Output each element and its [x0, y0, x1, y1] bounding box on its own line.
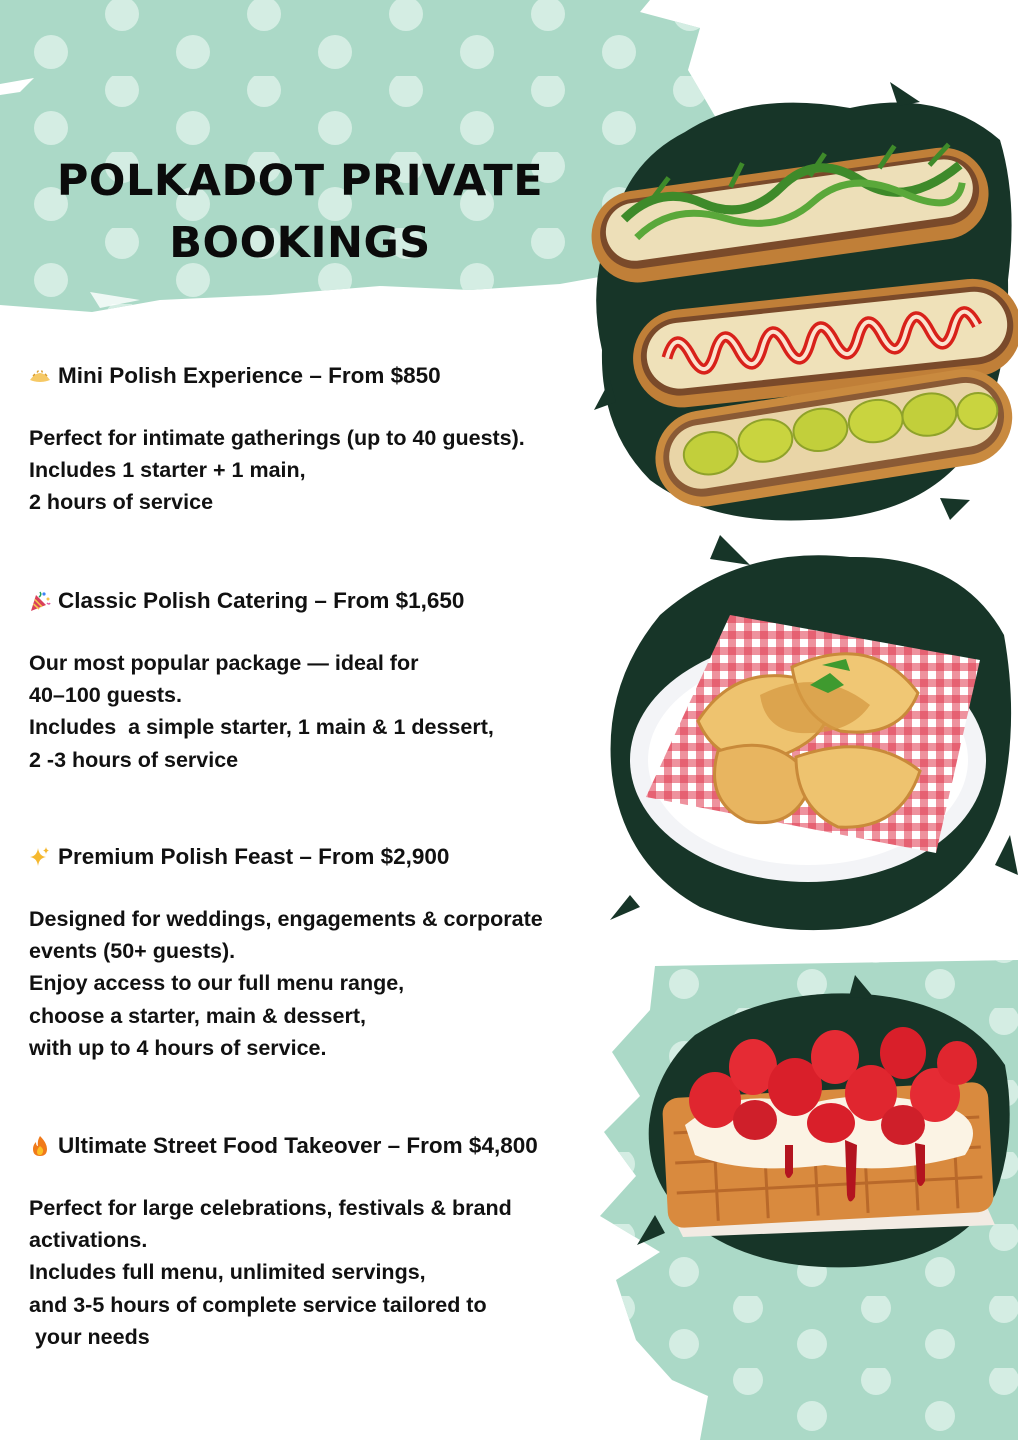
package-heading: Ultimate Street Food Takeover – From $4,800 [29, 1129, 619, 1163]
package-description: Perfect for intimate gatherings (up to 40 guests). Includes 1 starter + 1 main, 2 hours of service [29, 426, 525, 515]
package-premium-polish-feast [29, 840, 619, 1064]
package-ultimate-street-food-takeover [29, 1129, 619, 1353]
package-description: Our most popular package — ideal for 40–100 guests. Includes a simple starter, 1 main & 1 dessert, 2 -3 hours of service [29, 651, 494, 772]
party-popper-icon [29, 590, 51, 612]
title-line-1: POLKADOT PRIVATE [56, 156, 544, 206]
package-description: Designed for weddings, engagements & corporate events (50+ guests). Enjoy access to our full menu range, choose a starter, main & dessert, with up to 4 hours of service. [29, 907, 543, 1060]
pierogi-plate-photo [600, 535, 1018, 940]
fire-icon [29, 1135, 51, 1157]
sparkles-icon [29, 846, 51, 868]
dumpling-icon [29, 365, 51, 387]
title-line-2: BOOKINGS [169, 218, 431, 268]
package-heading: Premium Polish Feast – From $2,900 [29, 840, 619, 874]
package-description: Perfect for large celebrations, festivals & brand activations. Includes full menu, unlimited servings, and 3-5 hours of complete service tailored to your needs [29, 1196, 512, 1349]
package-heading: Classic Polish Catering – From $1,650 [29, 584, 619, 618]
zapiekanka-photo [590, 80, 1018, 525]
page-title [20, 150, 580, 274]
package-mini-polish-experience [29, 359, 619, 519]
strawberry-waffle-photo [635, 975, 1018, 1275]
package-heading: Mini Polish Experience – From $850 [29, 359, 619, 393]
package-classic-polish-catering [29, 584, 619, 776]
